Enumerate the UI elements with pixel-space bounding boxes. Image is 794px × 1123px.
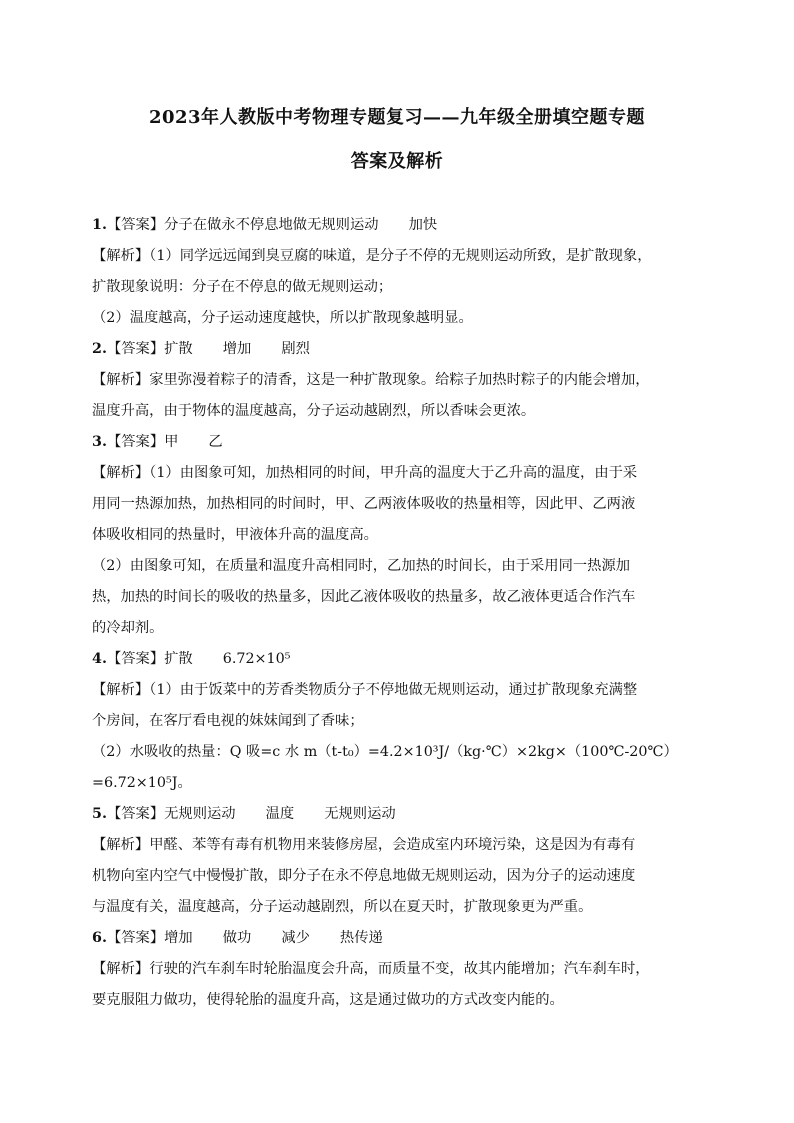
analysis-tag: 【解析】	[92, 248, 150, 264]
question-number: 4	[92, 651, 102, 667]
question-number-dot: .	[101, 930, 107, 946]
document-title: 2023年人教版中考物理专题复习——九年级全册填空题专题	[148, 107, 646, 128]
answer-value: 增加	[222, 341, 252, 357]
analysis-line	[92, 864, 704, 895]
answer-value: 无规则运动	[324, 806, 396, 822]
answer-line	[92, 337, 704, 368]
analysis-text: （1）由图象可知，加热相同的时间，甲升高的温度大于乙升高的温度，由于采	[149, 465, 638, 481]
answer-tag: 【答案】	[106, 341, 165, 357]
answer-tag: 【答案】	[106, 930, 165, 946]
analysis-line	[92, 616, 704, 647]
analysis-line	[92, 244, 704, 275]
analysis-text: =6.72×10⁵J。	[92, 775, 192, 791]
question-number-dot: .	[101, 217, 107, 233]
answer-value: 无规则运动	[164, 806, 236, 822]
analysis-text: （1）同学远远闻到臭豆腐的味道，是分子不停的无规则运动所致，是扩散现象，	[149, 248, 652, 264]
analysis-line	[92, 461, 704, 492]
answer-value: 乙	[208, 434, 223, 450]
answer-list	[92, 213, 704, 1019]
analysis-text: 家里弥漫着粽子的清香，这是一种扩散现象。给粽子加热时粽子的内能会增加，	[149, 372, 650, 388]
answer-value: 增加	[164, 930, 193, 946]
analysis-tag: 【解析】	[92, 682, 150, 698]
answer-line	[92, 213, 704, 244]
answer-item	[92, 337, 704, 430]
answer-value: 甲	[164, 434, 179, 450]
analysis-tag: 【解析】	[92, 372, 150, 388]
question-number-dot: .	[101, 341, 107, 357]
analysis-tag: 【解析】	[92, 837, 150, 853]
answer-item	[92, 647, 704, 802]
analysis-text: 甲醛、苯等有毒有机物用来装修房屋，会造成室内环境污染，这是因为有毒有	[149, 837, 636, 853]
question-number-dot: .	[101, 651, 107, 667]
answer-tag: 【答案】	[106, 806, 165, 822]
answer-value: 剧烈	[281, 341, 310, 357]
analysis-line	[92, 895, 704, 926]
answer-item	[92, 802, 704, 926]
answer-value: 做功	[222, 930, 252, 946]
answer-line	[92, 647, 704, 678]
analysis-line	[92, 523, 704, 554]
analysis-text: 温度升高，由于物体的温度越高，分子运动越剧烈，所以香味会更浓。	[92, 403, 536, 419]
analysis-text: 要克服阻力做功，使得轮胎的温度升高，这是通过做功的方式改变内能的。	[92, 992, 564, 1008]
analysis-line	[92, 957, 704, 988]
answer-value: 加快	[408, 217, 438, 233]
analysis-text: 机物向室内空气中慢慢扩散，即分子在永不停息地做无规则运动，因为分子的运动速度	[92, 868, 636, 884]
analysis-line	[92, 988, 704, 1019]
analysis-text: （2）温度越高，分子运动速度越快，所以扩散现象越明显。	[92, 310, 473, 326]
answer-item	[92, 926, 704, 1019]
answer-value: 扩散	[164, 341, 193, 357]
answer-value: 分子在做永不停息地做无规则运动	[164, 217, 379, 233]
analysis-line	[92, 709, 704, 740]
question-number-dot: .	[101, 434, 107, 450]
answer-line	[92, 430, 704, 461]
answer-tag: 【答案】	[106, 434, 165, 450]
analysis-text: 扩散现象说明：分子在不停息的做无规则运动；	[92, 279, 393, 295]
answer-value: 热传递	[339, 930, 383, 946]
analysis-text: （2）水吸收的热量：Q 吸=c 水 m（t-t₀）=4.2×10³J/（kg·℃）×2kg×（100℃-20℃）	[92, 744, 678, 760]
answer-item	[92, 213, 704, 337]
analysis-text: （1）由于饭菜中的芳香类物质分子不停地做无规则运动，通过扩散现象充满整	[149, 682, 638, 698]
analysis-line	[92, 740, 704, 771]
analysis-line	[92, 306, 704, 337]
answer-value: 减少	[281, 930, 310, 946]
document-subtitle: 答案及解析	[350, 151, 444, 172]
analysis-line	[92, 492, 704, 523]
analysis-text: 行驶的汽车刹车时轮胎温度会升高，而质量不变，故其内能增加；汽车刹车时，	[149, 961, 650, 977]
answer-line	[92, 926, 704, 957]
answer-line	[92, 802, 704, 833]
answer-value: 扩散	[164, 651, 193, 667]
question-number: 3	[92, 434, 102, 450]
analysis-text: （2）由图象可知，在质量和温度升高相同时，乙加热的时间长，由于采用同一热源加	[92, 558, 631, 574]
analysis-line	[92, 554, 704, 585]
analysis-line	[92, 833, 704, 864]
analysis-text: 的冷却剂。	[92, 620, 164, 636]
analysis-line	[92, 678, 704, 709]
answer-tag: 【答案】	[106, 217, 165, 233]
answer-value: 温度	[265, 806, 295, 822]
analysis-text: 与温度有关，温度越高，分子运动越剧烈，所以在夏天时，扩散现象更为严重。	[92, 899, 593, 915]
analysis-tag: 【解析】	[92, 465, 150, 481]
analysis-tag: 【解析】	[92, 961, 150, 977]
analysis-line	[92, 368, 704, 399]
question-number: 6	[92, 930, 102, 946]
analysis-text: 体吸收相同的热量时，甲液体升高的温度高。	[92, 527, 378, 543]
analysis-line	[92, 399, 704, 430]
question-number: 1	[92, 217, 102, 233]
answer-value: 6.72×10⁵	[222, 651, 291, 667]
analysis-text: 热，加热的时间长的吸收的热量多，因此乙液体吸收的热量多，故乙液体更适合作汽车	[92, 589, 636, 605]
analysis-line	[92, 771, 704, 802]
question-number-dot: .	[101, 806, 107, 822]
analysis-text: 个房间，在客厅看电视的妹妹闻到了香味；	[92, 713, 364, 729]
answer-tag: 【答案】	[106, 651, 165, 667]
question-number: 5	[92, 806, 102, 822]
answer-item	[92, 430, 704, 647]
analysis-line	[92, 585, 704, 616]
analysis-line	[92, 275, 704, 306]
question-number: 2	[92, 341, 102, 357]
analysis-text: 用同一热源加热，加热相同的时间时，甲、乙两液体吸收的热量相等，因此甲、乙两液	[92, 496, 636, 512]
